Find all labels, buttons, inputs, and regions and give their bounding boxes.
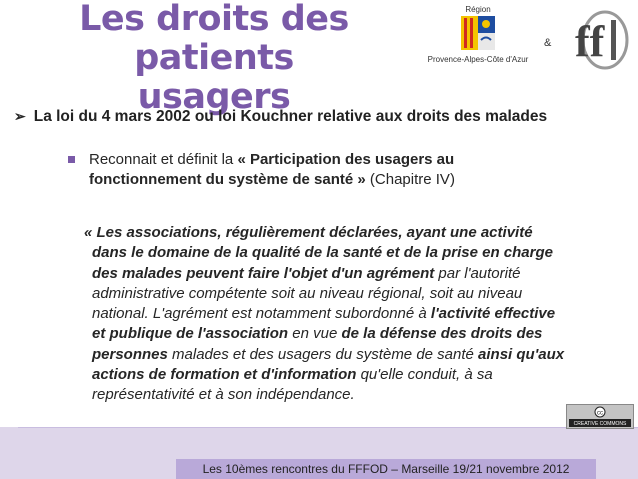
quote-line-5: national. L'agrément est notamment subordonné à l'activité effective <box>92 305 556 323</box>
quote-line-6: et publique de l'association en vue de la défense des droits des <box>92 325 543 343</box>
region-logo-graphic <box>423 2 533 68</box>
fffod-logo-icon <box>571 8 631 74</box>
quote-line-1: « Les associations, régulièrement déclarées, ayant une activité <box>84 224 533 241</box>
slide-title-line2: usagers <box>137 77 291 117</box>
fffod-logo <box>571 8 631 74</box>
slide-title <box>34 0 394 117</box>
quote-line-7: personnes malades et des usagers du système de santé ainsi qu'aux <box>92 345 565 363</box>
sub-bullet-line2-bold: fonctionnement du système de santé » <box>89 171 370 188</box>
footer-text: Les 10èmes rencontres du FFFOD – Marseille 19/21 novembre 2012 <box>176 459 596 479</box>
region-logo <box>423 2 533 68</box>
main-bullet-text: La loi du 4 mars 2002 ou loi Kouchner relative aux droits des malades <box>33 108 548 125</box>
creative-commons-icon <box>567 405 633 428</box>
arrow-bullet-icon: ➢ <box>14 108 26 124</box>
main-bullet <box>14 108 547 126</box>
quote-line-8: actions de formation et d'information qu'elle conduit, à sa <box>92 366 493 384</box>
svg-text:cc: cc <box>597 410 603 417</box>
sub-bullet-line1-bold: « Participation des usagers au <box>237 151 455 168</box>
law-quote <box>84 223 604 406</box>
sub-bullet-line1-normal: Reconnait et définit la <box>89 151 238 168</box>
slide-title-line1: Les droits des patients <box>79 0 349 78</box>
square-bullet-icon <box>68 156 75 163</box>
quote-line-4: administrative compétente soit au niveau régional, soit au niveau <box>92 284 523 302</box>
fffod-logo-text: ff <box>575 17 605 66</box>
quote-line-9: représentativité et à son indépendance. <box>92 386 355 404</box>
creative-commons-badge <box>566 404 634 429</box>
cc-badge-text: CREATIVE COMMONS <box>573 421 627 427</box>
sub-bullet <box>68 150 588 190</box>
quote-line-3: des malades peuvent faire l'objet d'un agrément par l'autorité <box>92 264 521 282</box>
sub-bullet-text <box>89 150 588 190</box>
region-logo-top-text: Région <box>465 5 491 14</box>
quote-line-2: dans le domaine de la qualité de la santé et de la prise en charge <box>92 244 553 262</box>
region-logo-bottom-text: Provence-Alpes-Côte d'Azur <box>427 55 529 64</box>
region-shield-icon <box>461 16 495 50</box>
sub-bullet-line2-normal: (Chapitre IV) <box>369 171 455 188</box>
footer-divider <box>18 427 638 428</box>
ampersand: & <box>544 37 552 49</box>
